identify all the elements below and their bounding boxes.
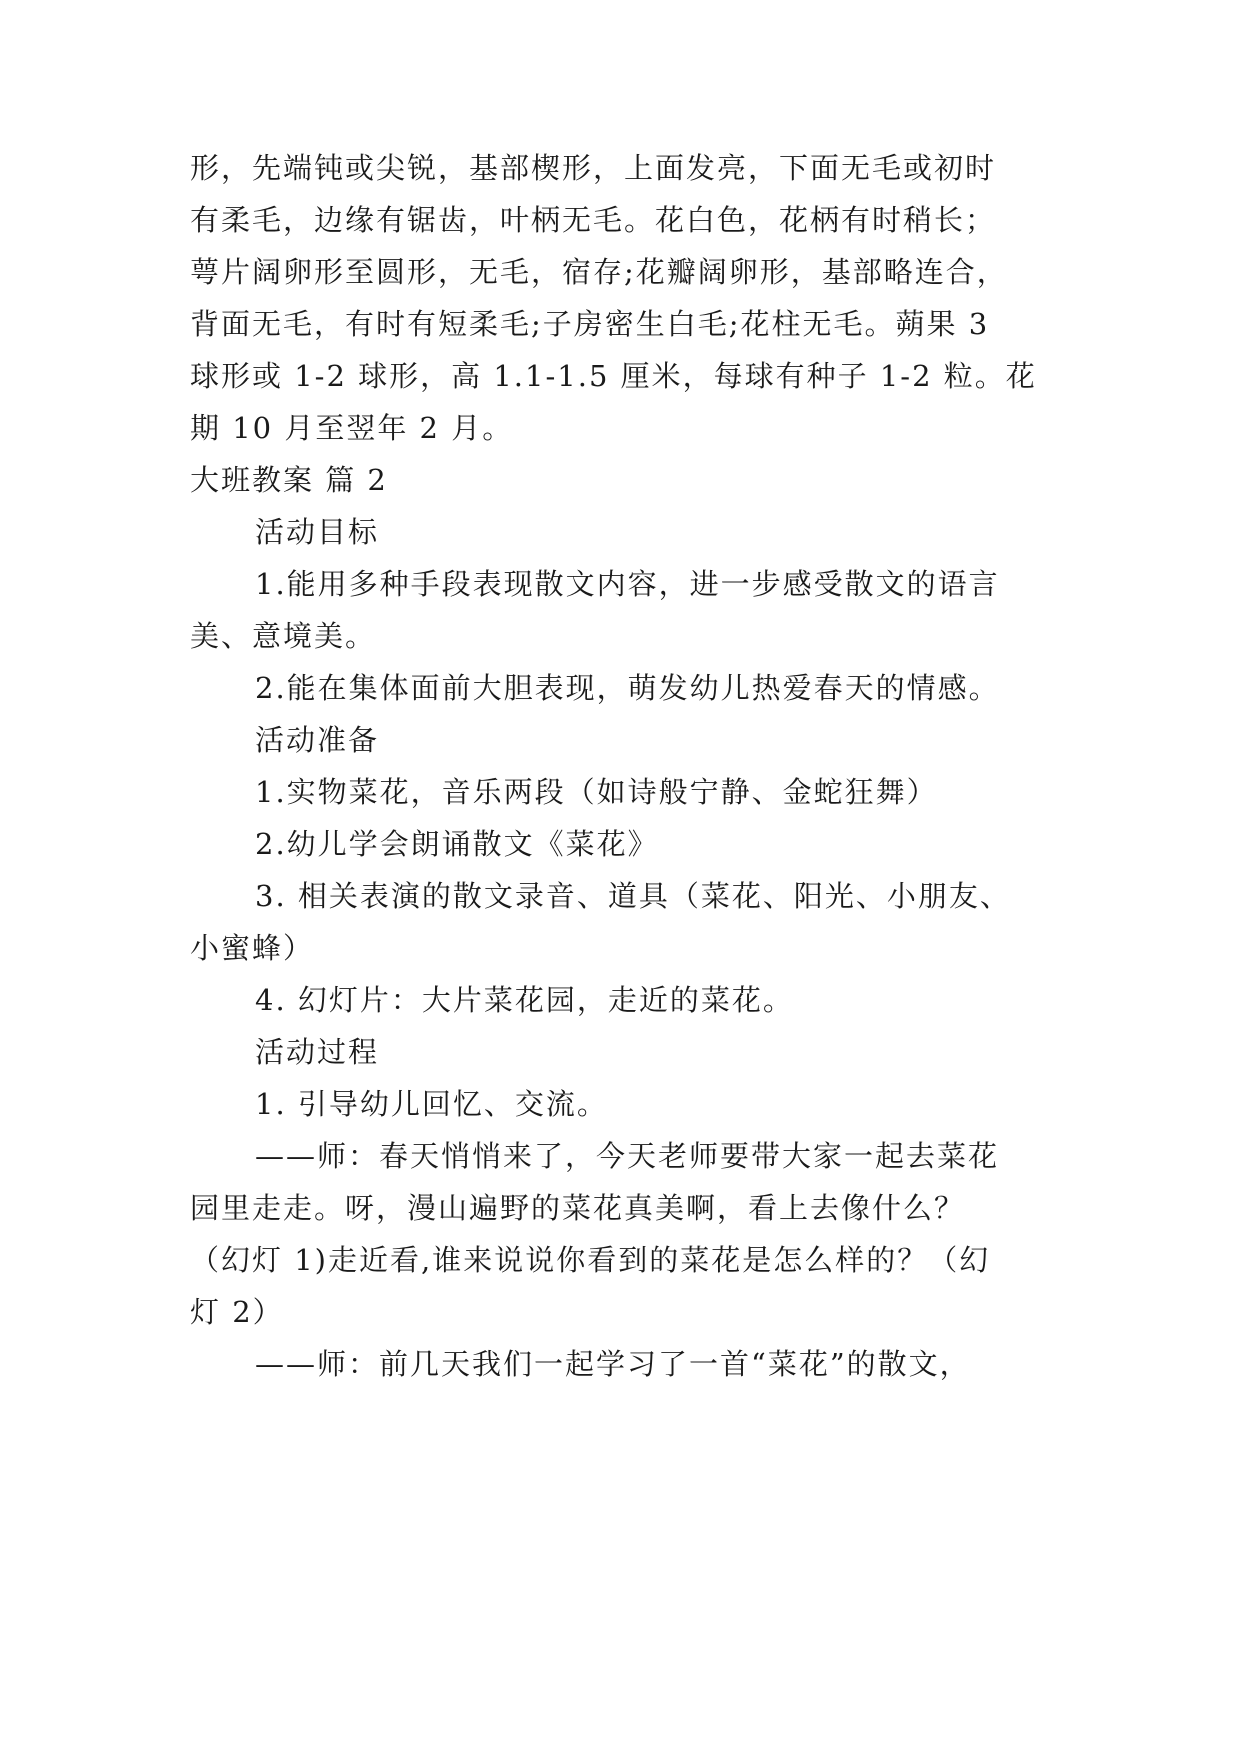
text-line: 灯 2）	[190, 1295, 284, 1329]
text-line: 4. 幻灯片：大片菜花园，走近的菜花。	[255, 983, 794, 1017]
section-title: 大班教案 篇 2	[190, 463, 388, 497]
text-line: 1. 引导幼儿回忆、交流。	[255, 1087, 608, 1121]
text-line: 有柔毛，边缘有锯齿，叶柄无毛。花白色，花柄有时稍长；	[190, 203, 997, 237]
text-line: 美、意境美。	[190, 619, 377, 653]
subheading-goals: 活动目标	[255, 515, 380, 549]
text-line: 园里走走。呀，漫山遍野的菜花真美啊，看上去像什么？	[190, 1191, 966, 1225]
text-line: 背面无毛，有时有短柔毛;子房密生白毛;花柱无毛。蒴果 3	[190, 307, 990, 341]
text-line: 形，先端钝或尖锐，基部楔形，上面发亮，下面无毛或初时	[190, 151, 997, 185]
subheading-process: 活动过程	[255, 1035, 380, 1069]
text-line: 期 10 月至翌年 2 月。	[190, 411, 514, 445]
text-line: 球形或 1-2 球形，高 1.1-1.5 厘米，每球有种子 1-2 粒。花	[190, 359, 1037, 393]
text-line: 1.能用多种手段表现散文内容，进一步感受散文的语言	[255, 567, 1000, 601]
text-line: 萼片阔卵形至圆形，无毛，宿存;花瓣阔卵形，基部略连合，	[190, 255, 1008, 289]
text-line: ——师：前几天我们一起学习了一首“菜花”的散文，	[255, 1347, 971, 1381]
text-line: 小蜜蜂）	[190, 931, 315, 965]
text-line: （幻灯 1)走近看,谁来说说你看到的菜花是怎么样的？（幻	[190, 1243, 991, 1277]
subheading-preparation: 活动准备	[255, 723, 380, 757]
text-line: 2.幼儿学会朗诵散文《菜花》	[255, 827, 659, 861]
text-line: 3. 相关表演的散文录音、道具（菜花、阳光、小朋友、	[255, 879, 1011, 913]
text-line: ——师：春天悄悄来了，今天老师要带大家一起去菜花	[255, 1139, 1000, 1173]
text-line: 2.能在集体面前大胆表现，萌发幼儿热爱春天的情感。	[255, 671, 1000, 705]
text-line: 1.实物菜花，音乐两段（如诗般宁静、金蛇狂舞）	[255, 775, 938, 809]
